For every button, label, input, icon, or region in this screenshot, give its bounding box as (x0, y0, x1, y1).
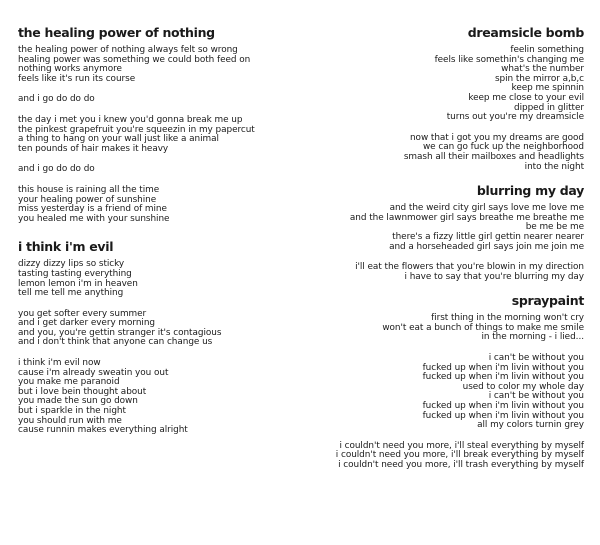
lyric-line: i couldn't need you more, i'll break everything by myself (335, 450, 584, 461)
lyric-line: and i get darker every morning (18, 318, 155, 329)
lyric-line: in the morning - i lied... (481, 332, 584, 343)
lyric-line: this house is raining all the time (18, 184, 160, 195)
lyric-line: fucked up when i'm livin without you (422, 362, 584, 373)
lyric-line: and the weird city girl says love me love me (389, 203, 584, 214)
lyric-stanza (294, 134, 584, 172)
lyric-line: i think i'm evil now (18, 358, 101, 369)
lyric-line: smash all their mailboxes and headlights (403, 151, 584, 162)
lyric-line: but i love bein thought about (18, 386, 147, 397)
lyric-stanza (294, 354, 584, 431)
lyric-line: i can't be without you (488, 353, 584, 364)
lyric-line: i couldn't need you more, i'll trash everything by myself (338, 460, 584, 470)
lyric-line: cause i'm already sweatin you out (18, 367, 169, 378)
song-block (294, 294, 584, 470)
lyric-line: what's the number (501, 64, 584, 75)
lyric-line: the pinkest grapefruit you're squeezin in my papercut (18, 124, 255, 135)
song-block (18, 26, 308, 224)
lyric-line: dipped in glitter (514, 102, 584, 113)
lyric-line: miss yesterday is a friend of mine (18, 204, 167, 215)
lyric-line: turns out you're my dreamsicle (446, 112, 584, 123)
lyric-line: you healed me with your sunshine (18, 213, 170, 224)
lyric-line: and you, you're gettin stranger it's contagious (18, 327, 222, 338)
lyric-line: keep me close to your evil (468, 92, 584, 103)
lyric-line: i couldn't need you more, i'll steal everything by myself (339, 440, 584, 451)
lyric-line: you made the sun go down (18, 396, 138, 407)
lyric-stanza (294, 46, 584, 123)
lyric-line: ten pounds of hair makes it heavy (18, 143, 169, 154)
song-title: blurring my day (476, 183, 584, 199)
lyric-line: first thing in the morning won't cry (431, 313, 584, 324)
lyric-line: fucked up when i'm livin without you (422, 410, 584, 421)
lyric-stanza (18, 116, 308, 154)
lyric-line: tell me tell me anything (18, 288, 124, 299)
lyric-line: now that i got you my dreams are good (409, 132, 584, 143)
song-block (294, 26, 584, 172)
lyric-line: tasting tasting everything (18, 268, 132, 279)
lyric-line: and i go do do do (18, 94, 95, 105)
lyric-line: your healing power of sunshine (18, 194, 157, 205)
song-block (294, 184, 584, 282)
song-title: the healing power of nothing (18, 25, 215, 40)
song-title: i think i'm evil (18, 239, 114, 255)
left-column (18, 26, 308, 447)
lyric-stanza (18, 310, 308, 348)
lyric-line: healing power was something we could both feed on (18, 54, 251, 65)
lyric-line: the day i met you i knew you'd gonna break me up (18, 114, 243, 125)
lyric-line: we can go fuck up the neighborhood (422, 142, 584, 153)
lyric-line: used to color my whole day (462, 381, 584, 392)
lyric-line: and the lawnmower girl says breathe me breathe me (349, 212, 584, 223)
lyric-line: fucked up when i'm livin without you (422, 372, 584, 383)
lyric-stanza (18, 260, 308, 298)
song-title: dreamsicle bomb (467, 25, 584, 40)
lyric-stanza (18, 165, 308, 175)
lyric-line: into the night (524, 161, 584, 172)
song-title: spraypaint (511, 293, 584, 309)
lyric-line: and i go do do do (18, 164, 95, 175)
lyric-line: you should run with me (18, 415, 122, 426)
lyric-line: lemon lemon i'm in heaven (18, 278, 138, 289)
lyric-line: and i don't think that anyone can change us (18, 337, 213, 348)
lyric-line: the healing power of nothing always felt so wrong (18, 45, 238, 55)
lyric-stanza (294, 442, 584, 471)
lyric-line: dizzy dizzy lips so sticky (18, 259, 125, 270)
lyric-line: and a horseheaded girl says join me join me (389, 241, 584, 252)
lyric-line: i have to say that you're blurring my day (404, 271, 584, 282)
right-column (294, 26, 584, 482)
song-block (18, 240, 308, 436)
lyric-stanza (294, 204, 584, 252)
lyric-line: you make me paranoid (18, 377, 120, 388)
lyric-stanza (294, 314, 584, 343)
lyric-line: there's a fizzy little girl gettin nearer nearer (392, 231, 584, 242)
lyric-line: i can't be without you (488, 391, 584, 402)
lyric-stanza (18, 359, 308, 436)
lyric-line: spin the mirror a,b,c (494, 73, 584, 84)
lyric-line: feels like somethin's changing me (434, 54, 584, 65)
lyric-line: a thing to hang on your wall just like a animal (18, 134, 219, 145)
lyric-line: nothing works anymore (18, 64, 122, 75)
lyric-line: keep me spinnin (511, 83, 584, 94)
lyric-line: i'll eat the flowers that you're blowin in my direction (355, 262, 584, 273)
lyric-line: you get softer every summer (18, 308, 147, 319)
lyric-line: cause runnin makes everything alright (18, 425, 188, 436)
lyric-line: all my colors turnin grey (477, 420, 584, 431)
lyric-line: feels like it's run its course (18, 73, 136, 84)
lyric-line: won't eat a bunch of things to make me smile (382, 322, 584, 333)
lyric-line: fucked up when i'm livin without you (422, 401, 584, 412)
lyric-line: be me be me (525, 222, 584, 233)
lyric-stanza (18, 46, 308, 84)
lyric-stanza (18, 95, 308, 105)
lyric-stanza (294, 263, 584, 282)
lyric-stanza (18, 186, 308, 224)
lyric-line: feelin something (510, 45, 584, 55)
lyric-line: but i sparkle in the night (18, 406, 126, 417)
